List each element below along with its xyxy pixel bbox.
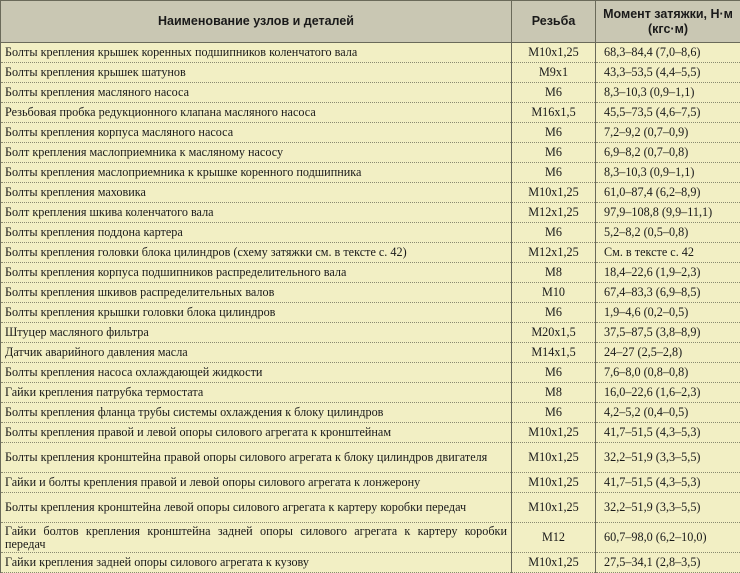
cell-thread: M10x1,25 <box>512 183 596 203</box>
cell-torque: 68,3–84,4 (7,0–8,6) <box>596 43 740 63</box>
cell-name: Болты крепления маслоприемника к крышке коренного подшипника <box>1 163 512 183</box>
cell-thread: M6 <box>512 123 596 143</box>
cell-torque: 8,3–10,3 (0,9–1,1) <box>596 83 740 103</box>
cell-thread: M6 <box>512 143 596 163</box>
cell-name: Болты крепления насоса охлаждающей жидкости <box>1 363 512 383</box>
cell-thread: M10x1,25 <box>512 553 596 573</box>
cell-torque: 32,2–51,9 (3,3–5,5) <box>596 493 740 523</box>
cell-name: Гайки и болты крепления правой и левой опоры силового агрегата к лонжерону <box>1 473 512 493</box>
cell-thread: M14x1,5 <box>512 343 596 363</box>
cell-name: Гайки крепления патрубка термостата <box>1 383 512 403</box>
table-row <box>1 443 740 473</box>
header-torque <box>596 1 740 43</box>
table-row <box>1 203 740 223</box>
table-row <box>1 63 740 83</box>
cell-name: Датчик аварийного давления масла <box>1 343 512 363</box>
cell-torque: 24–27 (2,5–2,8) <box>596 343 740 363</box>
cell-torque: См. в тексте с. 42 <box>596 243 740 263</box>
table-row <box>1 263 740 283</box>
table-row <box>1 363 740 383</box>
cell-thread: M6 <box>512 163 596 183</box>
cell-torque: 41,7–51,5 (4,3–5,3) <box>596 423 740 443</box>
table-row <box>1 103 740 123</box>
table-row <box>1 223 740 243</box>
cell-torque: 60,7–98,0 (6,2–10,0) <box>596 523 740 553</box>
table-row <box>1 553 740 573</box>
table-row <box>1 423 740 443</box>
table-row <box>1 403 740 423</box>
cell-thread: M6 <box>512 303 596 323</box>
cell-name: Болты крепления корпуса подшипников распределительного вала <box>1 263 512 283</box>
cell-thread: M10x1,25 <box>512 493 596 523</box>
table-row <box>1 383 740 403</box>
cell-name: Болты крепления поддона картера <box>1 223 512 243</box>
cell-thread: M10x1,25 <box>512 443 596 473</box>
table-row <box>1 183 740 203</box>
header-name: Наименование узлов и деталей <box>1 1 512 43</box>
table-row <box>1 473 740 493</box>
cell-torque: 7,6–8,0 (0,8–0,8) <box>596 363 740 383</box>
cell-thread: M12 <box>512 523 596 553</box>
cell-thread: M10 <box>512 283 596 303</box>
cell-name: Болты крепления правой и левой опоры силового агрегата к кронштейнам <box>1 423 512 443</box>
header-row <box>1 1 740 43</box>
table-row <box>1 323 740 343</box>
table-row <box>1 283 740 303</box>
table-row <box>1 143 740 163</box>
table-row <box>1 243 740 263</box>
cell-name: Гайки болтов крепления кронштейна задней опоры силового агрегата к картеру коробки передач <box>1 523 512 553</box>
header-torque-line1: Момент затяжки, Н·м <box>603 7 733 21</box>
cell-torque: 6,9–8,2 (0,7–0,8) <box>596 143 740 163</box>
cell-name: Болты крепления корпуса масляного насоса <box>1 123 512 143</box>
cell-thread: M20x1,5 <box>512 323 596 343</box>
cell-torque: 43,3–53,5 (4,4–5,5) <box>596 63 740 83</box>
header-thread: Резьба <box>512 1 596 43</box>
cell-thread: M6 <box>512 403 596 423</box>
table-row <box>1 83 740 103</box>
table-row <box>1 43 740 63</box>
cell-name: Болт крепления шкива коленчатого вала <box>1 203 512 223</box>
cell-thread: M10x1,25 <box>512 423 596 443</box>
cell-torque: 8,3–10,3 (0,9–1,1) <box>596 163 740 183</box>
cell-thread: M16x1,5 <box>512 103 596 123</box>
cell-torque: 45,5–73,5 (4,6–7,5) <box>596 103 740 123</box>
cell-torque: 67,4–83,3 (6,9–8,5) <box>596 283 740 303</box>
cell-torque: 37,5–87,5 (3,8–8,9) <box>596 323 740 343</box>
cell-torque: 27,5–34,1 (2,8–3,5) <box>596 553 740 573</box>
cell-torque: 1,9–4,6 (0,2–0,5) <box>596 303 740 323</box>
cell-name: Болты крепления маховика <box>1 183 512 203</box>
cell-thread: M6 <box>512 223 596 243</box>
cell-name: Болт крепления маслоприемника к масляному насосу <box>1 143 512 163</box>
table-row <box>1 123 740 143</box>
cell-torque: 32,2–51,9 (3,3–5,5) <box>596 443 740 473</box>
header-torque-line2: (кгс·м) <box>648 22 688 36</box>
cell-torque: 41,7–51,5 (4,3–5,3) <box>596 473 740 493</box>
cell-name: Резьбовая пробка редукционного клапана масляного насоса <box>1 103 512 123</box>
table-row <box>1 303 740 323</box>
cell-name: Болты крепления кронштейна левой опоры силового агрегата к картеру коробки передач <box>1 493 512 523</box>
cell-torque: 4,2–5,2 (0,4–0,5) <box>596 403 740 423</box>
cell-name: Болты крепления фланца трубы системы охлаждения к блоку цилиндров <box>1 403 512 423</box>
cell-name: Болты крепления шкивов распределительных валов <box>1 283 512 303</box>
cell-name: Болты крепления головки блока цилиндров (схему затяжки см. в тексте с. 42) <box>1 243 512 263</box>
cell-name: Болты крепления крышек коренных подшипников коленчатого вала <box>1 43 512 63</box>
table-row <box>1 343 740 363</box>
cell-torque: 18,4–22,6 (1,9–2,3) <box>596 263 740 283</box>
cell-thread: M10x1,25 <box>512 473 596 493</box>
cell-name: Болты крепления крышек шатунов <box>1 63 512 83</box>
cell-thread: M8 <box>512 263 596 283</box>
cell-thread: M8 <box>512 383 596 403</box>
cell-name: Болты крепления кронштейна правой опоры силового агрегата к блоку цилиндров двигателя <box>1 443 512 473</box>
cell-thread: M10x1,25 <box>512 43 596 63</box>
cell-thread: M6 <box>512 83 596 103</box>
cell-torque: 7,2–9,2 (0,7–0,9) <box>596 123 740 143</box>
cell-name: Штуцер масляного фильтра <box>1 323 512 343</box>
cell-torque: 5,2–8,2 (0,5–0,8) <box>596 223 740 243</box>
cell-thread: M6 <box>512 363 596 383</box>
cell-name: Гайки крепления задней опоры силового агрегата к кузову <box>1 553 512 573</box>
cell-thread: M9x1 <box>512 63 596 83</box>
cell-name: Болты крепления крышки головки блока цилиндров <box>1 303 512 323</box>
cell-thread: M12x1,25 <box>512 203 596 223</box>
cell-torque: 16,0–22,6 (1,6–2,3) <box>596 383 740 403</box>
table-row <box>1 493 740 523</box>
cell-name: Болты крепления масляного насоса <box>1 83 512 103</box>
table-row <box>1 523 740 553</box>
cell-thread: M12x1,25 <box>512 243 596 263</box>
cell-torque: 61,0–87,4 (6,2–8,9) <box>596 183 740 203</box>
cell-torque: 97,9–108,8 (9,9–11,1) <box>596 203 740 223</box>
table-row <box>1 163 740 183</box>
